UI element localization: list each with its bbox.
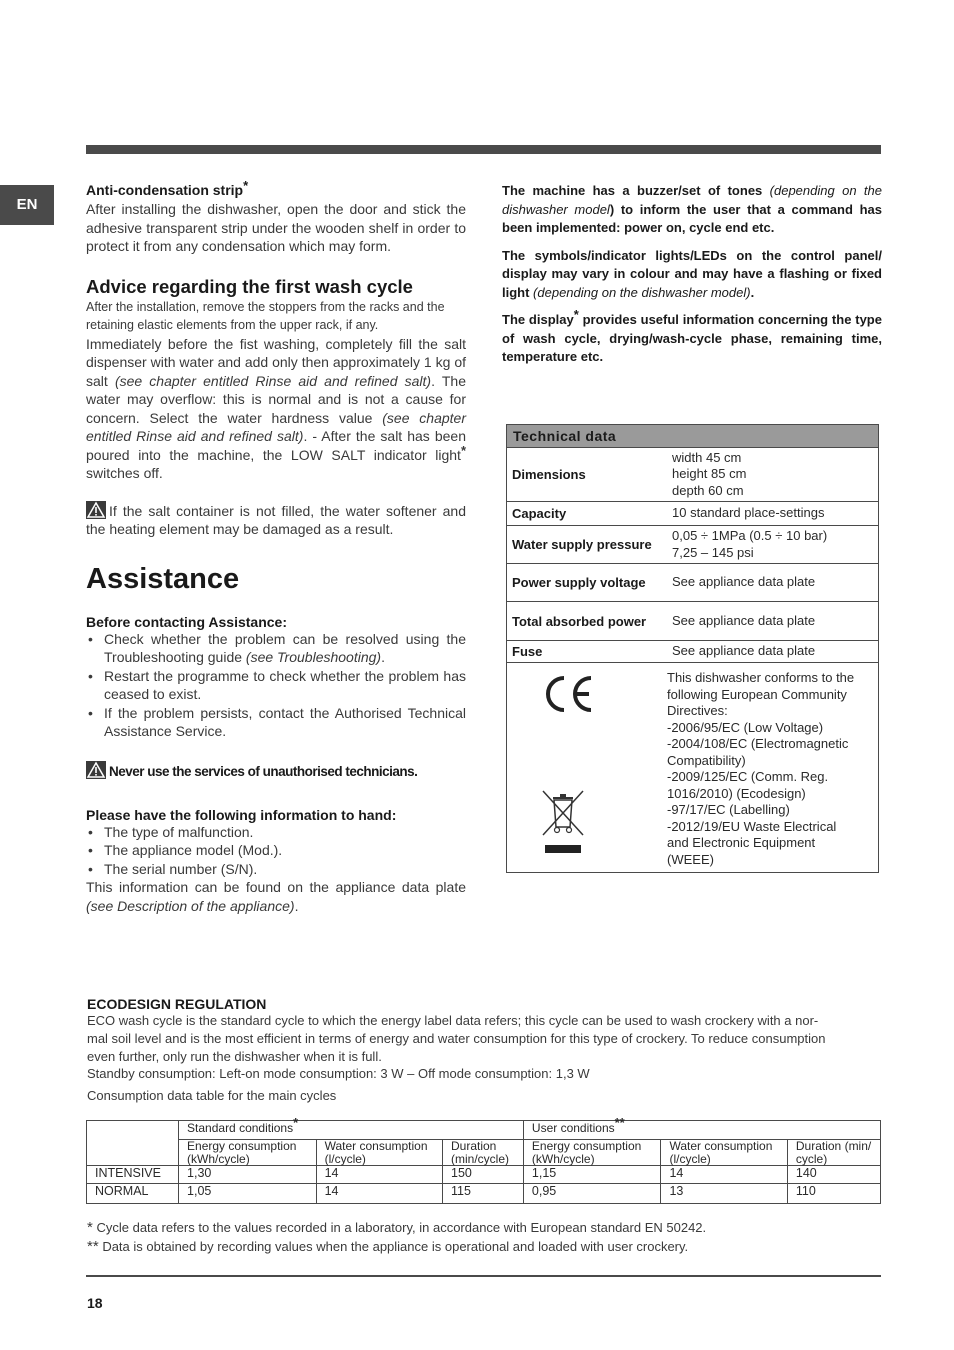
table-row bbox=[507, 448, 878, 502]
capacity-label: Capacity bbox=[512, 506, 567, 521]
corner-cell bbox=[87, 1121, 179, 1166]
assistance-title: Assistance bbox=[86, 562, 240, 595]
table-row bbox=[507, 502, 878, 526]
footnote-1: * Cycle data refers to the values recorded in a laboratory, in accordance with European standard EN 50242. bbox=[87, 1219, 707, 1236]
dimensions-label: Dimensions bbox=[512, 467, 586, 482]
right-column bbox=[502, 182, 882, 367]
water-pressure-label: Water supply pressure bbox=[512, 537, 652, 552]
anti-condensation-title: Anti-condensation strip* bbox=[86, 178, 249, 198]
table-row bbox=[87, 1166, 881, 1184]
table-cell: 1,30 bbox=[179, 1166, 317, 1184]
ce-mark-icon bbox=[541, 675, 595, 713]
table-cell: 110 bbox=[787, 1184, 880, 1204]
ecodesign-line-2: mal soil level and is the most efficient in terms of energy and water consumption for this type of crockery. To reduce consumption bbox=[87, 1030, 826, 1046]
data-plate-note: This information can be found on the appliance data plate (see Description of the appliance). bbox=[86, 879, 466, 914]
footnotes bbox=[87, 1218, 882, 1256]
list-item: • The type of malfunction. bbox=[86, 823, 466, 842]
certification-icons bbox=[507, 663, 667, 872]
table-row bbox=[507, 602, 878, 641]
table-row bbox=[507, 526, 878, 564]
buzzer-paragraph: The machine has a buzzer/set of tones (depending on the dishwasher model) to inform the user that a command has been implemented: power on, cycle end etc. bbox=[502, 183, 883, 235]
consumption-table bbox=[86, 1115, 881, 1204]
table-cell: 150 bbox=[443, 1166, 524, 1184]
technical-data-table bbox=[506, 424, 879, 873]
left-column bbox=[86, 178, 466, 915]
anti-condensation-text: After installing the dishwasher, open the door and stick the adhesive transparent strip under the wooden shelf in order to protect it from any condensation which may form. bbox=[86, 201, 466, 254]
warning-icon bbox=[86, 501, 106, 519]
fuse-value: See appliance data plate bbox=[672, 643, 816, 659]
display-paragraph: The display* provides useful information concerning the type of wash cycle, drying/wash-cycle phase, remaining time, temperature etc. bbox=[502, 307, 882, 364]
ecodesign-title: ECODESIGN REGULATION bbox=[87, 996, 267, 1012]
table-row bbox=[87, 1184, 881, 1204]
info-list bbox=[86, 823, 466, 879]
info-title: Please have the following information to hand: bbox=[86, 806, 397, 823]
header-energy: Energy consumption (kWh/cycle) bbox=[179, 1140, 317, 1166]
cycle-name: NORMAL bbox=[87, 1184, 179, 1204]
table-row bbox=[507, 641, 878, 663]
warning-icon bbox=[86, 761, 106, 779]
list-item: • The serial number (S/N). bbox=[86, 860, 466, 879]
table-cell: 140 bbox=[787, 1166, 880, 1184]
table-row bbox=[87, 1121, 881, 1140]
bottom-rule bbox=[86, 1275, 881, 1277]
table-cell: 14 bbox=[661, 1166, 787, 1184]
header-duration-user: Duration (min/ cycle) bbox=[787, 1140, 880, 1166]
table-row bbox=[87, 1140, 881, 1166]
header-energy-user: Energy consumption (kWh/cycle) bbox=[523, 1140, 661, 1166]
ecodesign-line-3: even further, only run the dishwasher when it is full. bbox=[87, 1048, 382, 1064]
advice-title: Advice regarding the first wash cycle bbox=[86, 275, 413, 297]
capacity-value: 10 standard place-settings bbox=[672, 505, 825, 521]
page-number: 18 bbox=[87, 1295, 103, 1311]
table-cell: 0,95 bbox=[523, 1184, 661, 1204]
header-water-user: Water consumption (l/cycle) bbox=[661, 1140, 787, 1166]
table-cell: 14 bbox=[316, 1184, 442, 1204]
symbols-paragraph: The symbols/indicator lights/LEDs on the control panel/ display may vary in colour and may have a flashing or fixed light (depending on the dishwasher model). bbox=[502, 247, 882, 300]
list-item: • If the problem persists, contact the Authorised Technical Assistance Service. bbox=[86, 704, 466, 741]
header-duration: Duration (min/cycle) bbox=[443, 1140, 524, 1166]
water-pressure-value: 0,05 ÷ 1MPa (0.5 ÷ 10 bar) 7,25 – 145 psi bbox=[672, 528, 828, 560]
list-item: • The appliance model (Mod.). bbox=[86, 841, 466, 860]
language-tab: EN bbox=[0, 185, 54, 225]
list-item: • Check whether the problem can be resolved using the Troubleshooting guide (see Troubleshooting). bbox=[86, 630, 466, 667]
unauthorised-warning: Never use the services of unauthorised technicians. bbox=[86, 761, 466, 779]
table-row bbox=[507, 663, 878, 872]
salt-warning: If the salt container is not filled, the water softener and the heating element may be damaged as a result. bbox=[86, 502, 466, 537]
weee-bin-icon bbox=[541, 789, 587, 855]
standard-conditions-header: Standard conditions* bbox=[179, 1121, 524, 1140]
before-contacting-list bbox=[86, 630, 466, 741]
table-cell: 115 bbox=[443, 1184, 524, 1204]
footnote-2: ** Data is obtained by recording values when the appliance is operational and loaded with user crockery. bbox=[87, 1238, 689, 1255]
table-cell: 13 bbox=[661, 1184, 787, 1204]
fuse-label: Fuse bbox=[512, 644, 543, 659]
advice-paragraph-1: After the installation, remove the stoppers from the racks and the retaining elastic elements from the upper rack, if any. bbox=[86, 299, 445, 332]
ecodesign-section bbox=[87, 996, 882, 1105]
table-cell: 14 bbox=[316, 1166, 442, 1184]
conformity-text: This dishwasher conforms to the following European Community Directives: -2006/95/EC (Low Voltage) -2004/108/EC (Electromagnetic Compatibility) -2009/125/EC (Comm. Reg. 1016/2010) (Ecodesign) -97/17/EC (Labelling) -2012/19/EU Waste Electrical and Electronic Equipment (WEEE) bbox=[667, 670, 855, 867]
power-value: See appliance data plate bbox=[672, 612, 816, 628]
advice-paragraph-2: Immediately before the fist washing, completely fill the salt dispenser with water and add only then approximately 1 kg of salt (see chapter entitled Rinse aid and refined salt). The water may overflow: this is normal and is not a cause for concern. Select the water hardness value (see chapter entitled Rinse aid and refined salt). - After the salt has been poured into the machine, the LOW SALT indicator light* switches off. bbox=[86, 335, 466, 481]
before-contacting-title: Before contacting Assistance: bbox=[86, 613, 287, 630]
voltage-label: Power supply voltage bbox=[512, 575, 646, 590]
table-caption: Consumption data table for the main cycles bbox=[87, 1088, 337, 1104]
dimensions-value: width 45 cm height 85 cm depth 60 cm bbox=[672, 449, 747, 498]
table-row bbox=[507, 564, 878, 602]
voltage-value: See appliance data plate bbox=[672, 574, 816, 590]
header-water: Water consumption (l/cycle) bbox=[316, 1140, 442, 1166]
ecodesign-line-1: ECO wash cycle is the standard cycle to which the energy label data refers; this cycle can be used to wash crockery with a nor- bbox=[87, 1013, 819, 1028]
table-cell: 1,05 bbox=[179, 1184, 317, 1204]
power-label: Total absorbed power bbox=[512, 613, 647, 629]
standby-consumption: Standby consumption: Left-on mode consumption: 3 W – Off mode consumption: 1,3 W bbox=[87, 1066, 590, 1082]
table-cell: 1,15 bbox=[523, 1166, 661, 1184]
user-conditions-header: User conditions** bbox=[523, 1121, 880, 1140]
list-item: • Restart the programme to check whether the problem has ceased to exist. bbox=[86, 667, 466, 704]
cycle-name: INTENSIVE bbox=[87, 1166, 179, 1184]
technical-data-title: Technical data bbox=[507, 425, 878, 448]
top-rule bbox=[86, 145, 881, 154]
